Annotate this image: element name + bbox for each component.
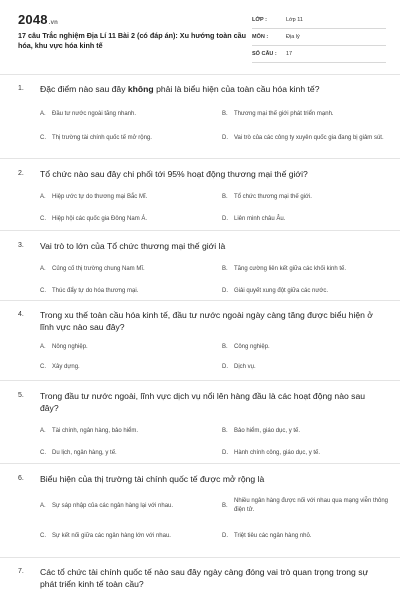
answer-option-b[interactable]	[222, 491, 394, 521]
option-text: Nhiều ngân hàng được nối với nhau qua mạng viễn thông điện tử.	[234, 498, 388, 513]
option-letter: C.	[40, 215, 46, 222]
meta-row-count	[252, 48, 386, 63]
option-text: Nông nghiệp.	[52, 343, 88, 350]
option-letter: A.	[40, 427, 46, 434]
option-text: Liên minh châu Âu.	[234, 215, 286, 222]
site-logo[interactable]	[18, 12, 58, 27]
question-4	[0, 300, 400, 380]
meta-value: Địa lý	[286, 34, 300, 40]
option-letter: B.	[222, 427, 228, 434]
document-title: 17 câu Trắc nghiệm Địa Lí 11 Bài 2 (có đáp án): Xu hướng toàn cầu hóa, khu vực hóa kinh tế	[18, 31, 246, 50]
question-text: Đặc điểm nào sau đây không phải là biểu hiện của toàn cầu hóa kinh tế?	[40, 84, 320, 94]
option-text: Tổ chức thương mại thế giới.	[234, 193, 312, 200]
meta-row-subject	[252, 31, 386, 46]
answer-option-a[interactable]	[40, 186, 212, 208]
question-text: Biểu hiện của thị trường tài chính quốc tế được mở rộng là	[40, 474, 265, 484]
question-stem	[18, 390, 382, 414]
option-letter: D.	[222, 363, 228, 370]
question-2	[0, 158, 400, 230]
answer-option-c[interactable]	[40, 521, 212, 551]
answer-option-b[interactable]	[222, 337, 394, 357]
option-letter: B.	[222, 110, 228, 117]
logo-main: 2048	[18, 12, 48, 27]
answer-option-d[interactable]	[222, 125, 394, 151]
question-number: 2.	[18, 170, 24, 177]
option-text: Hiệp hội các quốc gia Đông Nam Á.	[52, 215, 148, 222]
option-text: Dịch vụ.	[234, 363, 256, 370]
answer-options	[18, 186, 382, 230]
question-number: 3.	[18, 242, 24, 249]
option-letter: C.	[40, 287, 46, 294]
meta-value: 17	[286, 51, 293, 57]
option-text: Xây dựng.	[52, 363, 80, 370]
option-text: Thương mại thế giới phát triển mạnh.	[234, 110, 334, 117]
option-letter: B.	[222, 265, 228, 272]
question-number: 5.	[18, 392, 24, 399]
option-letter: A.	[40, 343, 46, 350]
answer-options	[18, 337, 382, 377]
question-list	[0, 74, 400, 597]
answer-option-c[interactable]	[40, 280, 212, 302]
question-text: Trong đầu tư nước ngoài, lĩnh vực dịch vụ nổi lên hàng đầu là các hoạt động nào sau đây?	[40, 391, 366, 413]
question-text: Các tổ chức tài chính quốc tế nào sau đây ngày càng đóng vai trò quan trọng trong sự phát triển kinh tế toàn cầu?	[40, 567, 369, 589]
answer-option-c[interactable]	[40, 442, 212, 464]
answer-option-b[interactable]	[222, 258, 394, 280]
option-text: Triệt tiêu các ngân hàng nhỏ.	[234, 532, 312, 539]
meta-row-class	[252, 14, 386, 29]
question-stem	[18, 566, 382, 590]
answer-option-d[interactable]	[222, 280, 394, 302]
emphasis-text: không	[127, 84, 154, 94]
option-letter: A.	[40, 110, 46, 117]
question-number: 1.	[18, 85, 24, 92]
answer-option-d[interactable]	[222, 442, 394, 464]
question-text: Tổ chức nào sau đây chi phối tới 95% hoạt động thương mại thế giới?	[40, 169, 308, 179]
answer-option-d[interactable]	[222, 521, 394, 551]
question-text: Vai trò to lớn của Tổ chức thương mại thế giới là	[40, 241, 226, 251]
question-text: Trong xu thế toàn cầu hóa kinh tế, đầu tư nước ngoài ngày càng tăng được biểu hiện ở lĩnh vực nào sau đây?	[40, 310, 373, 332]
option-letter: B.	[222, 193, 228, 200]
question-number: 4.	[18, 311, 24, 318]
meta-label: SỐ CÂU :	[252, 51, 277, 57]
option-text: Công nghiệp.	[234, 343, 270, 350]
question-stem	[18, 83, 382, 95]
option-text: Thị trường tài chính quốc tế mở rộng.	[52, 134, 152, 141]
answer-option-a[interactable]	[40, 258, 212, 280]
option-letter: D.	[222, 215, 228, 222]
option-letter: A.	[40, 193, 46, 200]
logo-suffix: .vn	[48, 20, 59, 26]
answer-option-d[interactable]	[222, 208, 394, 230]
option-letter: C.	[40, 449, 46, 456]
option-letter: D.	[222, 287, 228, 294]
option-text: Hành chính công, giáo dục, y tế.	[234, 449, 321, 456]
option-text: Đầu tư nước ngoài tăng nhanh.	[52, 110, 137, 117]
option-text: Giải quyết xung đột giữa các nước.	[234, 287, 329, 294]
answer-options	[18, 420, 382, 464]
option-letter: D.	[222, 449, 228, 456]
option-text: Du lịch, ngân hàng, y tế.	[52, 449, 117, 456]
question-stem	[18, 473, 382, 485]
question-3	[0, 230, 400, 300]
option-text: Tăng cường liên kết giữa các khối kinh tế.	[234, 265, 347, 272]
answer-option-b[interactable]	[222, 103, 394, 125]
answer-option-a[interactable]	[40, 337, 212, 357]
meta-label: LỚP :	[252, 17, 267, 23]
meta-label: MÔN :	[252, 34, 269, 40]
question-number: 7.	[18, 568, 24, 575]
option-letter: B.	[222, 502, 228, 509]
question-7	[0, 557, 400, 597]
option-text: Tài chính, ngân hàng, bảo hiểm.	[52, 427, 139, 434]
option-text: Thúc đẩy tự do hóa thương mại.	[52, 287, 139, 294]
answer-option-a[interactable]	[40, 103, 212, 125]
question-stem	[18, 168, 382, 180]
option-letter: A.	[40, 502, 46, 509]
question-1	[0, 74, 400, 158]
answer-options	[18, 258, 382, 302]
question-stem	[18, 309, 382, 333]
option-letter: D.	[222, 134, 228, 141]
option-letter: C.	[40, 532, 46, 539]
answer-option-c[interactable]	[40, 357, 212, 377]
question-6	[0, 463, 400, 557]
option-text: Củng cố thị trường chung Nam Mĩ.	[52, 265, 145, 272]
option-text: Sự kết nối giữa các ngân hàng lớn với nhau.	[52, 532, 171, 539]
question-5	[0, 380, 400, 463]
option-text: Vai trò của các công ty xuyên quốc gia đang bị giảm sút.	[234, 134, 384, 141]
option-letter: A.	[40, 265, 46, 272]
answer-option-b[interactable]	[222, 186, 394, 208]
option-text: Sự sáp nhập của các ngân hàng lại với nhau.	[52, 502, 174, 509]
option-letter: D.	[222, 532, 228, 539]
answer-option-c[interactable]	[40, 125, 212, 151]
option-letter: C.	[40, 134, 46, 141]
answer-option-a[interactable]	[40, 491, 212, 521]
option-letter: B.	[222, 343, 228, 350]
option-letter: C.	[40, 363, 46, 370]
answer-options	[18, 103, 382, 151]
option-text: Hiệp ước tự do thương mại Bắc Mĩ.	[52, 193, 148, 200]
answer-option-b[interactable]	[222, 420, 394, 442]
answer-option-c[interactable]	[40, 208, 212, 230]
answer-option-d[interactable]	[222, 357, 394, 377]
option-text: Bảo hiểm, giáo dục, y tế.	[234, 427, 301, 434]
answer-option-a[interactable]	[40, 420, 212, 442]
question-stem	[18, 240, 382, 252]
meta-value: Lớp 11	[286, 17, 303, 23]
question-number: 6.	[18, 475, 24, 482]
page-header	[0, 0, 400, 70]
document-meta	[252, 14, 386, 65]
answer-options	[18, 491, 388, 551]
